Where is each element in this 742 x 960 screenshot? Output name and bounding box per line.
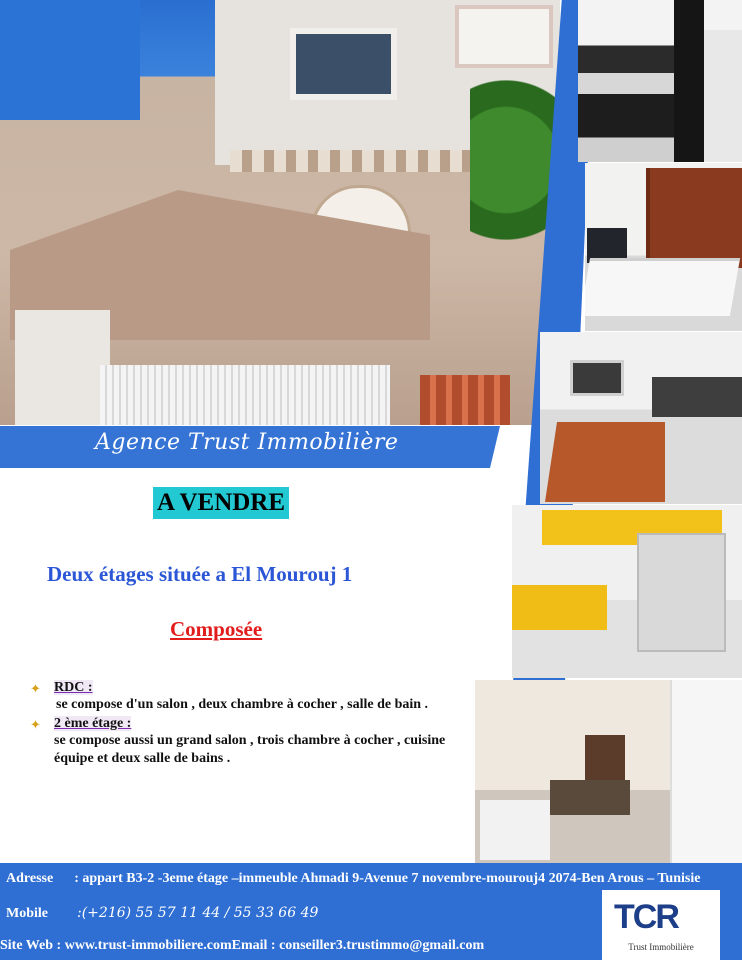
mobile-label: Mobile [6, 906, 48, 921]
logo-caption: Trust Immobilière [628, 942, 694, 952]
agency-name: Agence Trust Immobilière [95, 430, 399, 455]
email-link[interactable]: conseiller3.trustimmo@gmail.com [279, 938, 485, 953]
bedroom-photo [585, 163, 742, 331]
feature-label: RDC : [54, 680, 93, 695]
listing-subtitle: Deux étages située a El Mourouj 1 [47, 562, 353, 586]
feature-item-rdc [30, 680, 450, 714]
feature-list [30, 680, 450, 770]
email-label: Email : [231, 938, 276, 953]
address-row [6, 871, 700, 887]
sale-status-title: A VENDRE [153, 487, 289, 519]
address-value: : appart B3-2 -3eme étage –immeuble Ahmadi 9-Avenue 7 novembre-mourouj4 2074-Ben Arous – Tunisie [74, 871, 701, 886]
house-facade-photo [0, 0, 560, 425]
address-label: Adresse [6, 871, 54, 886]
mobile-value: :(+216) 55 57 11 44 / 55 33 66 49 [77, 905, 319, 921]
composition-heading: Composée [170, 617, 263, 641]
site-link[interactable]: www.trust-immobiliere.com [64, 938, 232, 953]
diamond-bullet-icon: ✦ [30, 681, 41, 696]
diamond-bullet-icon: ✦ [30, 717, 41, 732]
site-label: Site Web : [0, 938, 62, 953]
living-room-photo [540, 332, 742, 504]
feature-item-2eme-etage [30, 716, 450, 768]
feature-label: 2 ème étage : [54, 716, 132, 731]
feature-description: se compose d'un salon , deux chambre à cocher , salle de bain . [56, 697, 429, 712]
logo-mark: TCR [614, 898, 678, 936]
yellow-kitchen-photo [512, 505, 742, 678]
mobile-row [6, 905, 318, 922]
salon-photo [475, 680, 742, 863]
kitchen-photo [578, 0, 742, 162]
web-row [0, 938, 484, 954]
agency-logo [602, 890, 720, 960]
feature-description: se compose aussi un grand salon , trois chambre à cocher , cuisine équipe et deux salle de bains . [54, 733, 446, 766]
